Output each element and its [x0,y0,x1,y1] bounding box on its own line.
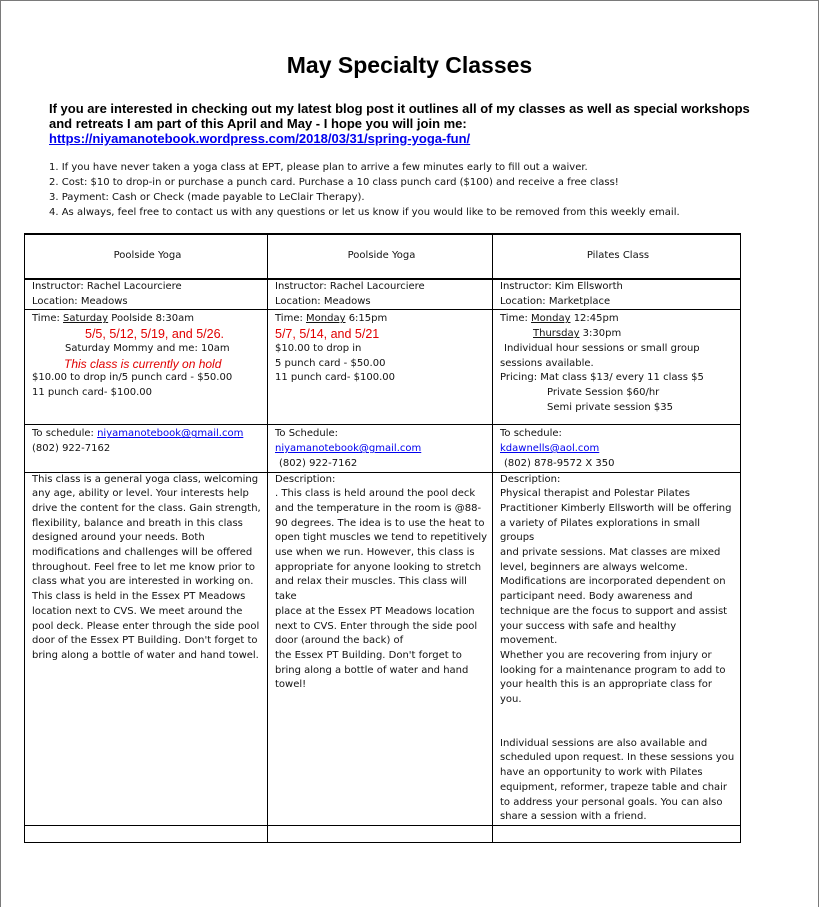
description-line: a variety of Pilates explorations in small groups [500,517,701,544]
mommy-time: Saturday Mommy and me: 10am [65,342,230,354]
description-line: scheduled upon request. In these sessions you [500,752,735,764]
schedule-label: To schedule: [32,428,98,440]
description-line: This class is held in the Essex PT Meadows [32,591,246,603]
blog-link[interactable]: https://niyamanotebook.wordpress.com/2018/03/31/spring-yoga-fun/ [49,131,471,146]
description-line: and private sessions. Mat classes are mixed [500,547,721,559]
price-line: 11 punch card- $100.00 [32,386,152,398]
semi-private-price: Semi private session $35 [547,401,674,413]
description-line: drive the content for the class. Gain strength, [32,502,261,514]
location: Location: Marketplace [500,295,611,307]
schedule-label: To Schedule: [275,428,339,440]
email-link[interactable]: niyamanotebook@gmail.com [97,428,244,440]
table-row [25,279,741,310]
time-rest: 6:15pm [345,313,388,325]
instructor-cell [493,279,741,310]
description-line: door (around the back) of [275,635,404,647]
description-line: any age, ability or level. Your interests help [32,488,249,500]
price-line: 11 punch card- $100.00 [275,372,395,384]
description-line: open tight muscles we tend to repetitively [275,532,488,544]
phone: (802) 878-9572 X 350 [504,457,615,469]
description-line: Modifications are incorporated dependent on [500,576,726,588]
note-item: 3. Payment: Cash or Check (made payable to LeClair Therapy). [49,192,365,203]
description-line: class what you are interested in working on. [32,576,254,588]
price-line: $10.00 to drop in/5 punch card - $50.00 [32,372,233,384]
intro-text: If you are interested in checking out my latest blog post it outlines all of my classes as well as special workshops and retreats I am part of this April and May - I hope you will join me: [49,101,750,131]
hold-notice: This class is currently on hold [64,356,222,371]
email-link[interactable]: kdawnells@aol.com [500,443,600,455]
sessions-line: Individual hour sessions or small group [504,342,700,354]
private-price: Private Session $60/hr [547,386,660,398]
description-line: and the temperature in the room is @88- [275,502,482,514]
time-line [500,312,736,327]
description-line: Physical therapist and Polestar Pilates [500,488,690,500]
description-line: next to CVS. Enter through the side pool [275,620,478,632]
instructor-cell [268,279,493,310]
description-line: looking for a maintenance program to add to [500,664,726,676]
class-dates: 5/5, 5/12, 5/19, and 5/26. [85,327,225,342]
time-rest: Poolside 8:30am [108,313,194,325]
schedule-cell [268,310,493,425]
schedule-line [32,427,263,442]
description-line: technique are the focus to support and assist [500,605,728,617]
description-line: bring along a bottle of water and hand towel. [32,649,259,661]
time-day: Monday [531,313,571,325]
description-line: modifications and challenges will be offered [32,547,253,559]
paragraph-gap [500,708,736,737]
empty-cell [25,825,268,842]
description-line: equipment, reformer, trapeze table and chair [500,781,728,793]
description-line: Description: [275,473,336,485]
time-day: Thursday [533,328,580,340]
description-cell [268,472,493,825]
contact-cell [493,425,741,472]
note-item: 4. As always, feel free to contact us with any questions or let us know if you would like to be removed from this weekly email. [49,207,680,218]
intro-paragraph [49,101,769,146]
description-cell [493,472,741,825]
table-row [25,825,741,842]
class-name: Poolside Yoga [268,234,493,279]
description-line: Practitioner Kimberly Ellsworth will be offering [500,502,732,514]
description-line: Whether you are recovering from injury or [500,649,712,661]
description-line: towel! [275,679,307,691]
description-line: door of the Essex PT Building. Don't forget to [32,635,258,647]
sessions-line: sessions available. [500,357,594,369]
location: Location: Meadows [275,295,371,307]
price-line: $10.00 to drop in [275,342,362,354]
description-line: participant need. Body awareness and [500,591,693,603]
description-line: location next to CVS. We meet around the [32,605,243,617]
table-row [25,310,741,425]
time-label: Time: [275,313,307,325]
description-line: bring along a bottle of water and hand [275,664,469,676]
time-rest: 3:30pm [579,328,622,340]
time-line [275,312,488,327]
table-row [25,425,741,472]
description-line: have an opportunity to work with Pilates [500,767,703,779]
note-item: 2. Cost: $10 to drop-in or purchase a punch card. Purchase a 10 class punch card ($100) and receive a free class! [49,177,619,188]
schedule-cell [25,310,268,425]
class-name: Pilates Class [493,234,741,279]
instructor: Instructor: Rachel Lacourciere [32,281,182,292]
description-line: your health this is an appropriate class for you. [500,679,712,706]
description-line: flexibility, balance and breath in this class [32,517,243,529]
description-line: This class is a general yoga class, welcoming [32,473,259,485]
time-day: Saturday [63,313,109,325]
time-day: Monday [306,313,346,325]
table-row [25,472,741,825]
description-line: your success with safe and healthy movement. [500,620,677,647]
schedule-label: To schedule: [500,428,562,440]
page-title: May Specialty Classes [286,52,533,78]
description-line: 90 degrees. The idea is to use the heat to [275,517,485,529]
class-dates: 5/7, 5/14, and 5/21 [275,327,380,342]
description-line: share a session with a friend. [500,811,647,823]
phone: (802) 922-7162 [279,457,358,469]
time-label: Time: [32,313,64,325]
description-line: . This class is held around the pool deck [275,488,476,500]
description-line: and relax their muscles. This class will take [275,576,467,603]
contact-cell [25,425,268,472]
class-table [24,233,741,843]
description-line: designed around your needs. Both [32,532,205,544]
price-line: 5 punch card - $50.00 [275,357,386,369]
phone: (802) 922-7162 [32,443,111,455]
description-line: level, beginners are always welcome. [500,561,688,573]
instructor: Instructor: Kim Ellsworth [500,281,623,292]
description-line: use when we run. However, this class is [275,547,475,559]
time-rest: 12:45pm [570,313,619,325]
pricing-line: Pricing: Mat class $13/ every 11 class $5 [500,372,704,384]
instructor-cell [25,279,268,310]
time-label: Time: [500,313,532,325]
table-row [25,234,741,279]
time-line-2 [500,327,736,342]
description-line: to address your personal goals. You can also [500,796,723,808]
schedule-cell [493,310,741,425]
description-line: appropriate for anyone looking to stretch [275,561,482,573]
description-line: Individual sessions are also available and [500,737,708,749]
description-line: throughout. Feel free to let me know prior to [32,561,255,573]
description-line: pool deck. Please enter through the side pool [32,620,260,632]
description-line: place at the Essex PT Meadows location [275,605,475,617]
description-cell [25,472,268,825]
empty-cell [268,825,493,842]
contact-cell [268,425,493,472]
location: Location: Meadows [32,295,128,307]
note-item: 1. If you have never taken a yoga class at EPT, please plan to arrive a few minutes early to fill out a waiver. [49,162,588,173]
empty-cell [493,825,741,842]
time-line [32,312,263,327]
email-link[interactable]: niyamanotebook@gmail.com [275,443,422,455]
description-line: the Essex PT Building. Don't forget to [275,649,462,661]
class-name: Poolside Yoga [25,234,268,279]
instructor: Instructor: Rachel Lacourciere [275,281,425,292]
notes-list [49,160,789,220]
description-line: Description: [500,473,561,485]
